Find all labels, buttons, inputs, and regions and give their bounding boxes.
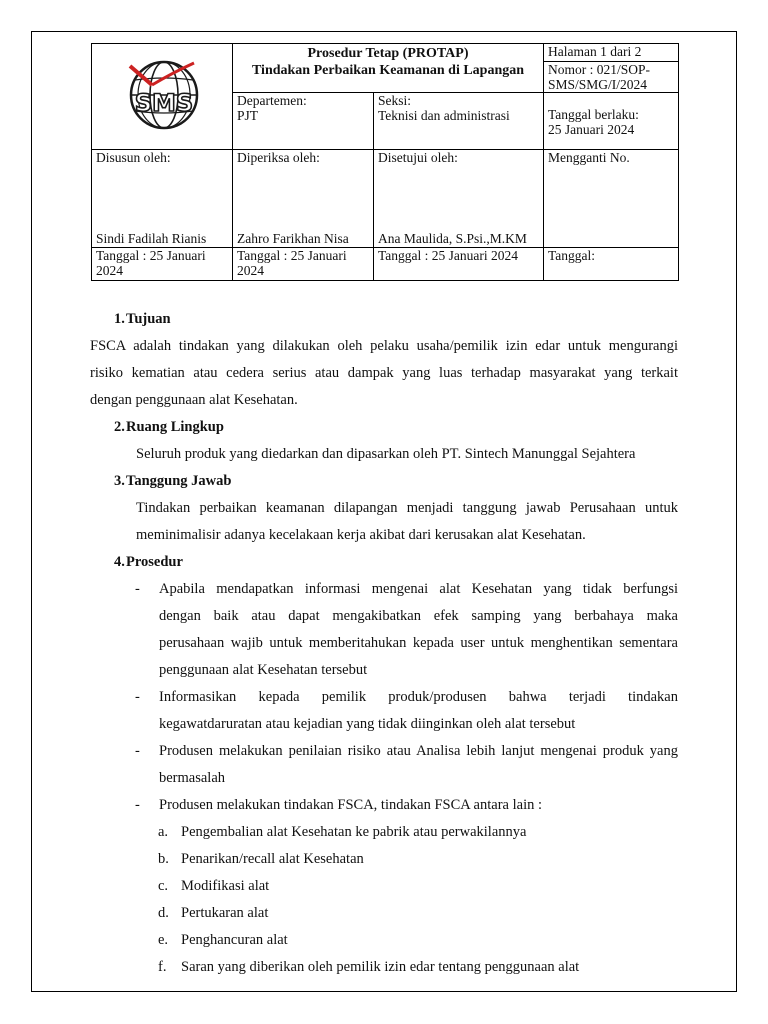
fsca-item-f	[90, 954, 678, 981]
text-line: Produsen melakukan tindakan FSCA, tindakan FSCA antara lain :	[159, 797, 542, 813]
bullet-dash: -	[135, 581, 140, 597]
tanggal-berlaku-value: 25 Januari 2024	[548, 122, 635, 137]
tanggal-berlaku-label: Tanggal berlaku:	[548, 107, 639, 122]
bullet-dash: -	[135, 743, 140, 759]
page-number-cell	[544, 44, 679, 93]
fsca-item-a	[90, 819, 678, 846]
item-marker: a.	[158, 824, 169, 840]
departemen-cell	[233, 93, 374, 150]
item-text: Pengembalian alat Kesehatan ke pabrik atau perwakilannya	[181, 824, 527, 840]
procedure-bullet-3	[90, 738, 678, 792]
text-line: dengan baik atau dapat mengakibatkan efek samping yang berbahaya maka	[159, 608, 678, 624]
fsca-item-d	[90, 900, 678, 927]
section-title: Ruang Lingkup	[126, 419, 224, 435]
diperiksa-label: Diperiksa oleh:	[237, 150, 320, 165]
tanggal-disusun-line-1: Tanggal : 25 Januari	[96, 248, 206, 263]
text-line: bermasalah	[159, 770, 226, 786]
item-text: Saran yang diberikan oleh pemilik izin edar tentang penggunaan alat	[181, 959, 580, 975]
item-text: Modifikasi alat	[181, 878, 270, 894]
item-text: Penghancuran alat	[181, 932, 288, 948]
text-line: penggunaan alat Kesehatan tersebut	[159, 662, 368, 678]
text-line: Informasikan kepada pemilik produk/produsen bahwa terjadi tindakan	[159, 689, 678, 705]
section-heading-tujuan	[90, 306, 678, 333]
tanggal-diperiksa-line-1: Tanggal : 25 Januari	[237, 248, 347, 263]
section-number: 1.	[114, 311, 125, 327]
disusun-label: Disusun oleh:	[96, 150, 171, 165]
section-number: 2.	[114, 419, 125, 435]
bullet-dash: -	[135, 797, 140, 813]
item-marker: e.	[158, 932, 169, 948]
text-line: Tindakan perbaikan keamanan dilapangan menjadi tanggung jawab Perusahaan untuk	[136, 500, 678, 516]
disetujui-cell	[374, 150, 544, 248]
document-title	[233, 44, 544, 93]
seksi-label: Seksi:	[378, 93, 412, 108]
fsca-item-e	[90, 927, 678, 954]
seksi-value: Teknisi dan administrasi	[378, 108, 510, 123]
mengganti-label: Mengganti No.	[548, 150, 630, 165]
logo-cell	[92, 44, 233, 150]
tanggal-diperiksa-cell	[233, 248, 374, 281]
procedure-bullet-2	[90, 684, 678, 738]
nomor-line-1: Nomor : 021/SOP-	[548, 62, 651, 77]
fsca-item-b	[90, 846, 678, 873]
tanggal-berlaku-cell	[544, 93, 679, 150]
nomor-line-2: SMS/SMG/I/2024	[548, 77, 648, 92]
mengganti-cell	[544, 150, 679, 248]
diperiksa-name: Zahro Farikhan Nisa	[237, 231, 349, 246]
text-line: risiko kematian atau cedera serius atau dampak yang luas terhadap masyarakat yang terkait	[90, 365, 678, 381]
item-marker: c.	[158, 878, 169, 894]
document-body	[90, 306, 678, 981]
tanggal-diperiksa-line-2: 2024	[237, 263, 264, 278]
logo-text: SMS	[134, 89, 194, 117]
tanggal-disetujui-cell	[374, 248, 544, 281]
page-number: Halaman 1 dari 2	[548, 44, 642, 59]
tanggal-mengganti: Tanggal:	[548, 248, 596, 263]
bullet-dash: -	[135, 689, 140, 705]
departemen-label: Departemen:	[237, 93, 307, 108]
globe-logo-icon	[122, 55, 202, 135]
section-number: 4.	[114, 554, 125, 570]
disusun-name: Sindi Fadilah Rianis	[96, 231, 207, 246]
text-line: perusahaan wajib untuk memberitahukan kepada user untuk menghentikan sementara	[159, 635, 678, 651]
seksi-cell	[374, 93, 544, 150]
section-heading-tanggung-jawab	[90, 468, 678, 495]
procedure-bullet-1	[90, 576, 678, 684]
tujuan-paragraph	[90, 333, 678, 414]
departemen-value: PJT	[237, 108, 259, 123]
text-line: dengan penggunaan alat Kesehatan.	[90, 392, 298, 408]
title-line-1: Prosedur Tetap (PROTAP)	[307, 46, 469, 61]
text-line: FSCA adalah tindakan yang dilakukan oleh pelaku usaha/pemilik izin edar untuk mengurangi	[90, 338, 678, 354]
tanggal-disetujui: Tanggal : 25 Januari 2024	[378, 248, 519, 263]
disetujui-label: Disetujui oleh:	[378, 150, 458, 165]
section-title: Prosedur	[126, 554, 183, 570]
document-header-table	[91, 43, 679, 281]
text-line: Produsen melakukan penilaian risiko atau Analisa lebih lanjut mengenai produk yang	[159, 743, 678, 759]
tanggal-mengganti-cell	[544, 248, 679, 281]
text-line: meminimalisir adanya kecelakaan kerja akibat dari kerusakan alat Kesehatan.	[136, 527, 586, 543]
text-line: Seluruh produk yang diedarkan dan dipasarkan oleh PT. Sintech Manunggal Sejahtera	[136, 446, 636, 462]
section-title: Tujuan	[126, 311, 171, 327]
text-line: Apabila mendapatkan informasi mengenai alat Kesehatan yang tidak berfungsi	[159, 581, 678, 597]
text-line: kegawatdaruratan atau kejadian yang tidak diinginkan oleh alat tersebut	[159, 716, 576, 732]
item-marker: f.	[158, 959, 167, 975]
title-line-2: Tindakan Perbaikan Keamanan di Lapangan	[251, 63, 525, 78]
diperiksa-cell	[233, 150, 374, 248]
item-text: Penarikan/recall alat Kesehatan	[181, 851, 364, 867]
disetujui-name: Ana Maulida, S.Psi.,M.KM	[378, 231, 527, 246]
procedure-bullet-4	[90, 792, 678, 819]
item-marker: b.	[158, 851, 169, 867]
item-marker: d.	[158, 905, 169, 921]
item-text: Pertukaran alat	[181, 905, 269, 921]
tanggal-disusun-cell	[92, 248, 233, 281]
section-heading-prosedur	[90, 549, 678, 576]
disusun-cell	[92, 150, 233, 248]
tanggal-disusun-line-2: 2024	[96, 263, 123, 278]
fsca-item-c	[90, 873, 678, 900]
section-number: 3.	[114, 473, 125, 489]
section-title: Tanggung Jawab	[126, 473, 232, 489]
section-heading-ruang-lingkup	[90, 414, 678, 441]
